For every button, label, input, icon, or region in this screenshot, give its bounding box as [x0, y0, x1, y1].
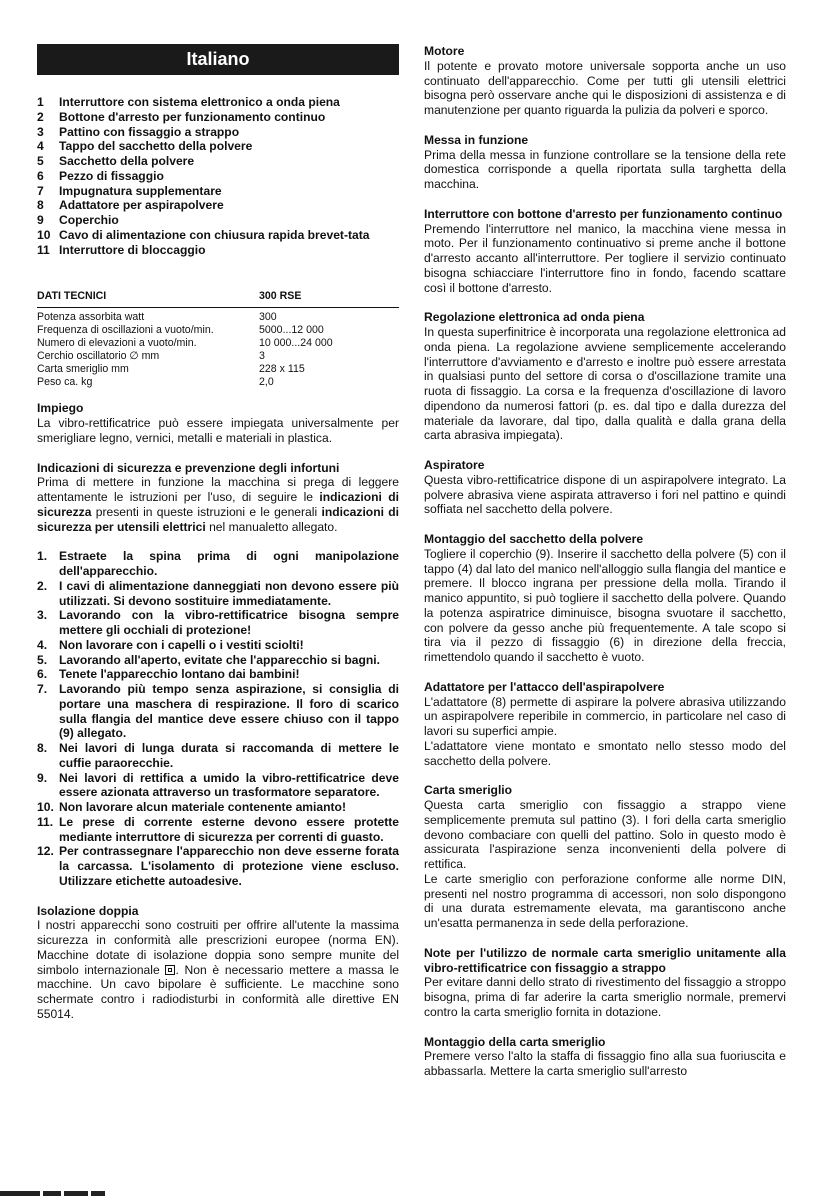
section-title: Adattatore per l'attacco dell'aspirapolvere — [424, 679, 665, 694]
section-carta-smeriglio — [424, 783, 786, 931]
tech-data-table — [37, 290, 399, 389]
table-header: 300 RSE — [259, 290, 399, 308]
table-header: DATI TECNICI — [37, 290, 259, 308]
section-title: Messa in funzione — [424, 132, 529, 147]
section-sicurezza — [37, 461, 399, 535]
left-column — [37, 44, 399, 1037]
section-text: Questa vibro-rettificatrice dispone di un aspirapolvere integrato. La polvere abrasiva viene aspirata attraverso i fori nel pattino e quindi soffiata nel sacchetto della polvere. — [424, 472, 786, 517]
list-item: 3. Lavorando con la vibro-rettificatrice bisogna sempre mettere gli occhiali di protezione! — [37, 608, 399, 637]
section-title: Isolazione doppia — [37, 903, 139, 918]
list-item: 2 Bottone d'arresto per funzionamento continuo — [37, 109, 326, 124]
list-item: 8 Adattatore per aspirapolvere — [37, 198, 224, 213]
section-montaggio-sacchetto — [424, 532, 786, 665]
list-item: 1 Interruttore con sistema elettronico a onda piena — [37, 95, 340, 109]
section-adattatore — [424, 680, 786, 769]
safety-list — [37, 549, 399, 888]
list-item: 6. Tenete l'apparecchio lontano dai bambini! — [37, 667, 300, 682]
section-title: Indicazioni di sicurezza e prevenzione degli infortuni — [37, 460, 340, 475]
section-text: L'adattatore viene montato e smontato nello stesso modo del sacchetto della polvere. — [424, 738, 786, 768]
section-text: Questa carta smeriglio con fissaggio a strappo viene semplicemente premuta sul pattino (3). I fori della carta smeriglio devono combaciare con quelli del pattino. Solo in questo modo è assicurata l'aspirazione senza inconvenienti della polvere di rettifica. — [424, 798, 786, 871]
list-item: 3 Pattino con fissaggio a strappo — [37, 124, 240, 139]
section-text: Premere verso l'alto la staffa di fissaggio fino alla sua fuoriuscita e abbassarla. Mettere la carta smeriglio sull'arresto — [424, 1049, 786, 1078]
section-text: La vibro-rettificatrice può essere impiegata universalmente per smerigliare legno, vernici, metalli e materiali in plastica. — [37, 416, 399, 445]
section-regolazione — [424, 310, 786, 443]
list-item: 8. Nei lavori di lunga durata si raccomanda di mettere le cuffie paraorecchie. — [37, 741, 399, 770]
section-interruttore — [424, 207, 786, 296]
list-item: 9. Nei lavori di rettifica a umido la vibro-rettificatrice deve essere azionata attraverso un trasformatore separatore. — [37, 770, 399, 800]
section-title: Motore — [424, 44, 465, 58]
language-banner: Italiano — [37, 44, 399, 75]
footer-marks — [0, 1183, 300, 1191]
section-impiego — [37, 401, 399, 445]
list-item: 12. Per contrassegnare l'apparecchio non deve esserne forata la carcassa. L'isolamento di protezione viene escluso. Utilizzare etichette autoadesive. — [37, 844, 399, 888]
section-isolazione — [37, 904, 399, 1022]
section-note-carta — [424, 946, 786, 1020]
section-title: Carta smeriglio — [424, 783, 513, 798]
double-insulation-icon — [165, 965, 175, 975]
section-text: Togliere il coperchio (9). Inserire il sacchetto della polvere (5) con il tappo (4) dal lato del manico nell'alloggio sulla flangia del mantice e premere. Il blocco ingrana per pressione della molla. Tirando il manico appuntito, si può togliere il sacchetto della polvere. Quando la potenza aspiratrice diminuisce, bisogna svuotare il sacchetto, con polvere da gesso anche più frequentemente. A tale scopo si tira via il pezzo di fissaggio (6) in direzione della freccia, rimettendolo quando il sacchetto è vuoto. — [424, 546, 786, 664]
table-row: Potenza assorbita watt 300 — [37, 311, 277, 324]
table-row: Frequenza di oscillazioni a vuoto/min. 5000...12 000 — [37, 324, 324, 337]
parts-list — [37, 95, 399, 257]
list-item: 9 Coperchio — [37, 213, 119, 227]
section-title: Regolazione elettronica ad onda piena — [424, 310, 645, 325]
section-motore — [424, 44, 786, 118]
print-mark — [43, 1191, 61, 1196]
list-item: 11 Interruttore di bloccaggio — [37, 242, 206, 257]
table-row: Carta smeriglio mm 228 x 115 — [37, 363, 305, 376]
section-text: Prima della messa in funzione controllare se la tensione della rete domestica corrisponde a quella riportata sulla targhetta della macchina. — [424, 147, 786, 191]
section-text: Le carte smeriglio con perforazione conforme alle norme DIN, presenti nel nostro programma di accessori, non solo dispongono di una durata estremamente elevata, ma garantiscono anche un'esatta permanenza in sede della perforazione. — [424, 871, 786, 930]
right-column — [424, 44, 786, 1094]
list-item: 2. I cavi di alimentazione danneggiati non devono essere più utilizzati. Si devono sostituire immediatamente. — [37, 578, 399, 608]
section-text: I nostri apparecchi sono costruiti per offrire all'utente la massima sicurezza in conformità alle prescrizioni europee (norma EN). Macchine dotate di isolazione doppia sono sempre munite del simbolo internazionale . Non è necessario mettere a massa le macchine. Un cavo bipolare è sufficiente. Le macchine sono schermate contro i radiodisturbi in conformità alle direttive EN 55014. — [37, 918, 399, 1021]
print-mark — [64, 1191, 88, 1196]
print-mark — [0, 1191, 40, 1196]
list-item: 5 Sacchetto della polvere — [37, 154, 195, 168]
print-mark — [91, 1191, 105, 1196]
table-row: Peso ca. kg 2,0 — [37, 376, 274, 389]
section-title: Montaggio della carta smeriglio — [424, 1034, 606, 1049]
list-item: 5. Lavorando all'aperto, evitate che l'apparecchio si bagni. — [37, 652, 380, 667]
section-title: Impiego — [37, 401, 84, 416]
table-header-row — [37, 290, 399, 308]
section-title: Interruttore con bottone d'arresto per funzionamento continuo — [424, 206, 783, 221]
section-text: Per evitare danni dello strato di rivestimento del fissaggio a stroppo bisogna, prima di far aderire la carta smeriglio normale, premervi contro la carta smeriglio fornita in dotazione. — [424, 975, 786, 1019]
section-title: Aspiratore — [424, 458, 485, 472]
table-row: Numero di elevazioni a vuoto/min. 10 000...24 000 — [37, 337, 333, 350]
section-title: Montaggio del sacchetto della polvere — [424, 532, 644, 546]
list-item: 1. Estraete la spina prima di ogni manipolazione dell'apparecchio. — [37, 549, 399, 578]
table-row: Cerchio oscillatorio ∅ mm 3 — [37, 350, 265, 363]
section-aspiratore — [424, 458, 786, 517]
list-item: 4. Non lavorare con i capelli o i vestiti sciolti! — [37, 637, 304, 652]
list-item: 10 Cavo di alimentazione con chiusura rapida brevet-tata — [37, 227, 370, 242]
list-item: 11. Le prese di corrente esterne devono essere protette mediante interruttore di sicurezza per correnti di guasto. — [37, 814, 399, 844]
section-title: Note per l'utilizzo de normale carta smeriglio unitamente alla vibro-rettificatrice con fissaggio a strappo — [424, 945, 786, 975]
list-item: 10. Non lavorare alcun materiale contenente amianto! — [37, 800, 346, 814]
section-text: Premendo l'interruttore nel manico, la macchina viene messa in moto. Per il funzionamento continuativo si preme anche il bottone d'arresto accanto all'interruttore. Per togliere il servizio continuato bisogna schiacciare l'interruttore fino in fondo, facendo scattare così il bottone d'arresto. — [424, 221, 786, 295]
section-text: Il potente e provato motore universale sopporta anche un uso continuato dell'apparecchio. Come per tutti gli utensili elettrici bisogna però osservare anche qui le disposizioni di assistenza e di manutenzione per quanto riguarda la pulizia da polveri e sporco. — [424, 58, 786, 117]
list-item: 6 Pezzo di fissaggio — [37, 168, 164, 183]
section-text: Prima di mettere in funzione la macchina si prega di leggere attentamente le istruzioni per l'uso, di seguire le indicazioni di sicurezza presenti in queste istruzioni e le generali indicazioni di sicurezza per utensili elettrici nel manualetto allegato. — [37, 475, 399, 534]
section-montaggio-carta — [424, 1035, 786, 1079]
list-item: 4 Tappo del sacchetto della polvere — [37, 139, 253, 154]
section-text: L'adattatore (8) permette di aspirare la polvere abrasiva utilizzando un aspirapolvere reperibile in commercio, in particolare nel caso di lavori su superfici ampie. — [424, 694, 786, 738]
section-text: In questa superfinitrice è incorporata una regolazione elettronica ad onda piena. La regolazione avviene semplicemente accelerando l'interruttore d'avviamento e d'arresto e inoltre può essere arrestata in qualsiasi punto del settore di corsa o d'oscillazione tramite una ruota di fissaggio. La corsa e la frequenza d'oscillazione di lavoro dipendono da numerosi fattori (p. es. dal tipo e dalla durezza del materiale da lavorare, dal tipo, dalla qualità e dalla grana della carta abrasiva impiegata). — [424, 325, 786, 443]
list-item: 7 Impugnatura supplementare — [37, 183, 222, 198]
list-item: 7. Lavorando più tempo senza aspirazione, si consiglia di portare una maschera di respirazione. Il foro di scarico sulla flangia del mantice deve essere chiuso con il tappo (9) allegato. — [37, 682, 399, 741]
section-messa-in-funzione — [424, 133, 786, 192]
